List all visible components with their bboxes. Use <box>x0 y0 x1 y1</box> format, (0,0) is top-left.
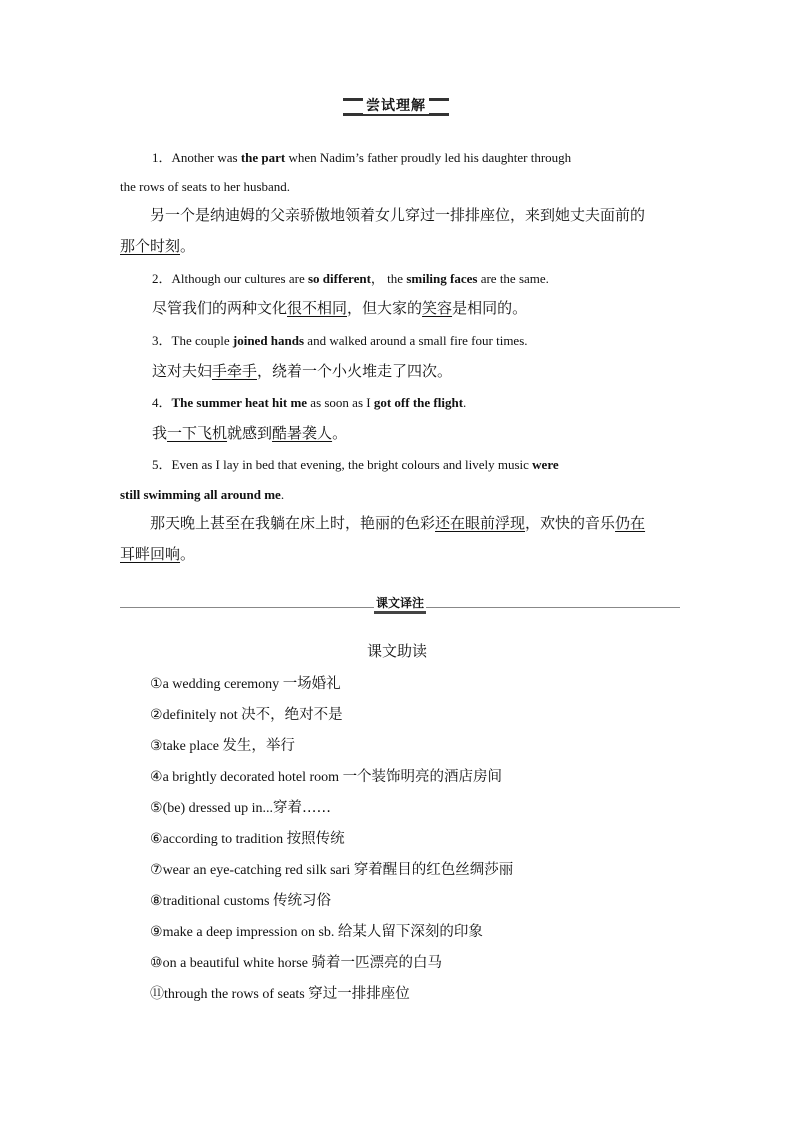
vocab-item: ⑩on a beautiful white horse 骑着一匹漂亮的白马 <box>150 955 442 971</box>
vocab-item: ⑦wear an eye-catching red silk sari 穿着醒目的红色丝绸莎丽 <box>150 862 514 878</box>
sentence-5-en-line1: 5．Even as I lay in bed that evening, the bright colours and lively music were <box>152 457 559 472</box>
bold-phrase: the part <box>240 150 286 165</box>
vocab-item: ⑥according to tradition 按照传统 <box>150 831 345 847</box>
sentence-1-en-line2: the rows of seats to her husband. <box>120 179 291 194</box>
sentence-3-en: 3．The couple joined hands and walked around a small fire four times. <box>152 333 528 348</box>
underlined-phrase: 那个时刻 <box>120 237 181 255</box>
vocab-item: ①a wedding ceremony 一场婚礼 <box>150 676 341 692</box>
reading-aid-heading: 课文助读 <box>366 642 427 660</box>
sentence-1-zh-line1: 另一个是纳迪姆的父亲骄傲地领着女儿穿过一排排座位，来到她丈夫面前的 <box>150 206 646 224</box>
vocab-item: ⑧traditional customs 传统习俗 <box>150 893 331 909</box>
vocab-item: ⑨make a deep impression on sb. 给某人留下深刻的印象 <box>150 924 483 940</box>
vocab-item: ②definitely not 决不，绝对不是 <box>150 707 343 723</box>
sentence-4-zh: 我一下飞机就感到酷暑袭人。 <box>152 424 348 442</box>
sentence-2-en: 2．Although our cultures are so different， the smiling faces are the same. <box>152 271 549 286</box>
sentence-1-zh-line2: 那个时刻。 <box>120 237 196 255</box>
sentence-2-zh: 尽管我们的两种文化很不相同，但大家的笑容是相同的。 <box>152 299 528 317</box>
sentence-1-en-line1: 1．Another was the part when Nadim’s father proudly led his daughter through <box>152 150 572 165</box>
section-header-text-notes <box>120 594 680 614</box>
section-title: 尝试理解 <box>363 98 429 114</box>
sentence-5-zh-line1: 那天晚上甚至在我躺在床上时，艳丽的色彩还在眼前浮现，欢快的音乐仍在 <box>150 514 646 532</box>
vocab-item: ④a brightly decorated hotel room 一个装饰明亮的酒店房间 <box>150 769 503 785</box>
sentence-3-zh: 这对夫妇手牵手，绕着一个小火堆走了四次。 <box>152 362 453 380</box>
vocab-item: ⑪through the rows of seats 穿过一排排座位 <box>150 986 410 1002</box>
sentence-5-en-line2: still swimming all around me. <box>120 487 285 502</box>
vocab-item: ③take place 发生，举行 <box>150 738 295 754</box>
sentence-5-zh-line2: 耳畔回响。 <box>120 545 196 563</box>
section-header-try-understand <box>0 96 794 118</box>
vocab-item: ⑤(be) dressed up in...穿着…… <box>150 800 331 816</box>
section-title: 课文译注 <box>374 595 426 614</box>
sentence-4-en: 4．The summer heat hit me as soon as I got off the flight. <box>152 395 467 410</box>
